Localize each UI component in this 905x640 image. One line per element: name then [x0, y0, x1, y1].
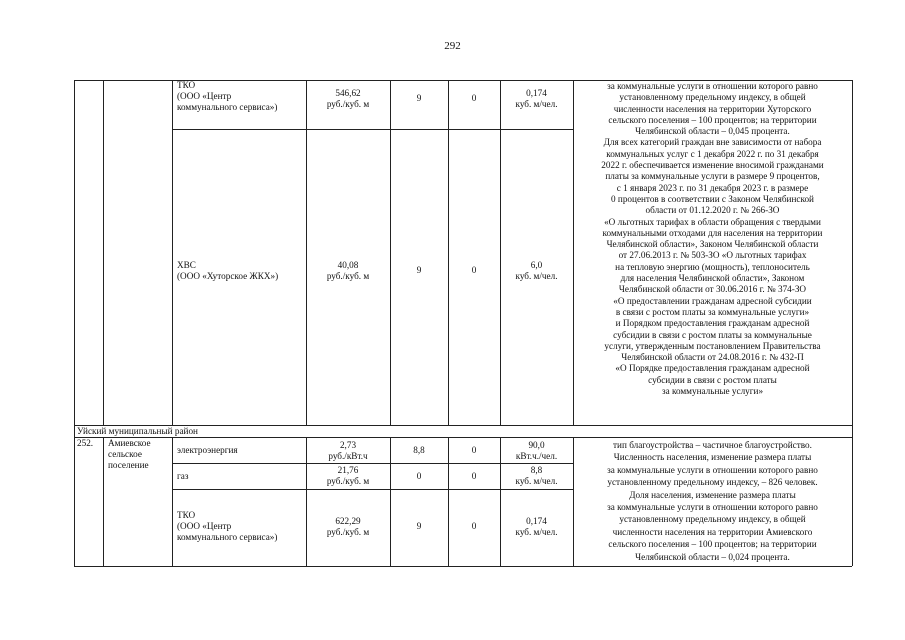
index-value: 9: [416, 521, 422, 531]
col-line: [390, 80, 391, 425]
service-name-gas: газ: [177, 471, 189, 481]
consumption-norm: 0,174 куб. м/чел.: [515, 88, 558, 109]
table-border-bottom: [74, 566, 852, 567]
consumption-norm: 0,174 куб. м/чел.: [515, 516, 558, 537]
settlement-name: Амиевское сельское поселение: [108, 438, 151, 470]
service-name-hvs: ХВС (ООО «Хуторское ЖКХ»): [177, 260, 279, 281]
consumption-norm: 8,8 куб. м/чел.: [515, 465, 558, 486]
col-line: [103, 437, 104, 566]
page-number: 292: [444, 40, 461, 52]
row-divider: [172, 489, 573, 490]
consumption-norm: 90,0 кВт.ч./чел.: [515, 440, 558, 461]
col-line: [306, 80, 307, 425]
tariff-price: 40,08 руб./куб. м: [326, 260, 370, 281]
notes-bottom: тип благоустройства – частичное благоустройство. Численность населения, изменение размера платы за коммунальные услуги в отношении которого равно установленному предельному индексу, – 826 человек. Доля населения, изменение размера платы за коммунальные услуги в отношении которого равно установленному предельному индексу, в общей численности населения на территории Амиевского сельского поселения – 100 процентов; на территории Челябинской области – 0,024 процента.: [607, 440, 818, 562]
index-value: 0: [416, 471, 422, 481]
col-line: [74, 80, 75, 566]
index-value: 0: [471, 521, 477, 531]
notes-top: за коммунальные услуги в отношении которого равно установленному предельному индексу, в общей численности населения на территории Хуторского сельского поселения – 100 процентов; на территории Челябинской области – 0,045 процента. Для всех категорий граждан вне зависимости от набора коммунальных услуг с 1 декабря 2022 г. по 31 декабря 2022 г. обеспечивается изменение вносимой гражданами платы за коммунальные услуги в размере 9 процентов, с 1 января 2023 г. по 31 декабря 2023 г. в размере 0 процентов в соответствии с Законом Челябинской области от 01.12.2020 г. № 266-ЗО «О льготных тарифах в области обращения с твердыми коммунальными отходами для населения на территории Челябинской области», Законом Челябинской области от 27.06.2013 г. № 503-ЗО «О льготных тарифах на тепловую энергию (мощность), теплоноситель для населения Челябинской области», Законом Челябинской области от 30.06.2016 г. № 374-ЗО «О предоставлении гражданам адресной субсидии в связи с ростом платы за коммунальные услуги» и Порядком предоставления гражданам адресной субсидии в связи с ростом платы за коммунальные услуги, утвержденным постановлением Правительства Челябинской области от 24.08.2016 г. № 432-П «О Порядке предоставления гражданам адресной субсидии в связи с ростом платы за коммунальные услуги»: [601, 81, 824, 397]
index-value: 0: [471, 265, 477, 275]
tariff-price: 622,29 руб./куб. м: [326, 516, 370, 537]
row-divider: [172, 463, 573, 464]
col-line: [103, 80, 104, 425]
tariff-price: 21,76 руб./куб. м: [326, 465, 370, 486]
index-value: 9: [416, 265, 422, 275]
tariff-price: 2,73 руб./кВт.ч: [328, 440, 368, 461]
col-line: [390, 437, 391, 566]
tariff-price: 546,62 руб./куб. м: [326, 88, 370, 109]
col-line: [172, 80, 173, 425]
col-line: [448, 80, 449, 425]
district-name: Уйский муниципальный район: [77, 426, 198, 436]
district-row-bottom: [74, 437, 852, 438]
col-line: [852, 80, 853, 566]
index-value: 0: [471, 445, 477, 455]
service-name-tko: ТКО (ООО «Центр коммунального сервиса»): [177, 80, 278, 112]
index-value: 8,8: [413, 445, 425, 455]
index-value: 9: [416, 93, 422, 103]
row-number: 252.: [77, 438, 94, 448]
col-line: [448, 437, 449, 566]
consumption-norm: 6,0 куб. м/чел.: [515, 260, 558, 281]
col-line: [500, 80, 501, 425]
index-value: 0: [471, 471, 477, 481]
row-divider: [172, 129, 573, 130]
service-name-tko: ТКО (ООО «Центр коммунального сервиса»): [177, 510, 278, 542]
service-name-electro: электроэнергия: [177, 445, 238, 455]
col-line: [172, 437, 173, 566]
index-value: 0: [471, 93, 477, 103]
